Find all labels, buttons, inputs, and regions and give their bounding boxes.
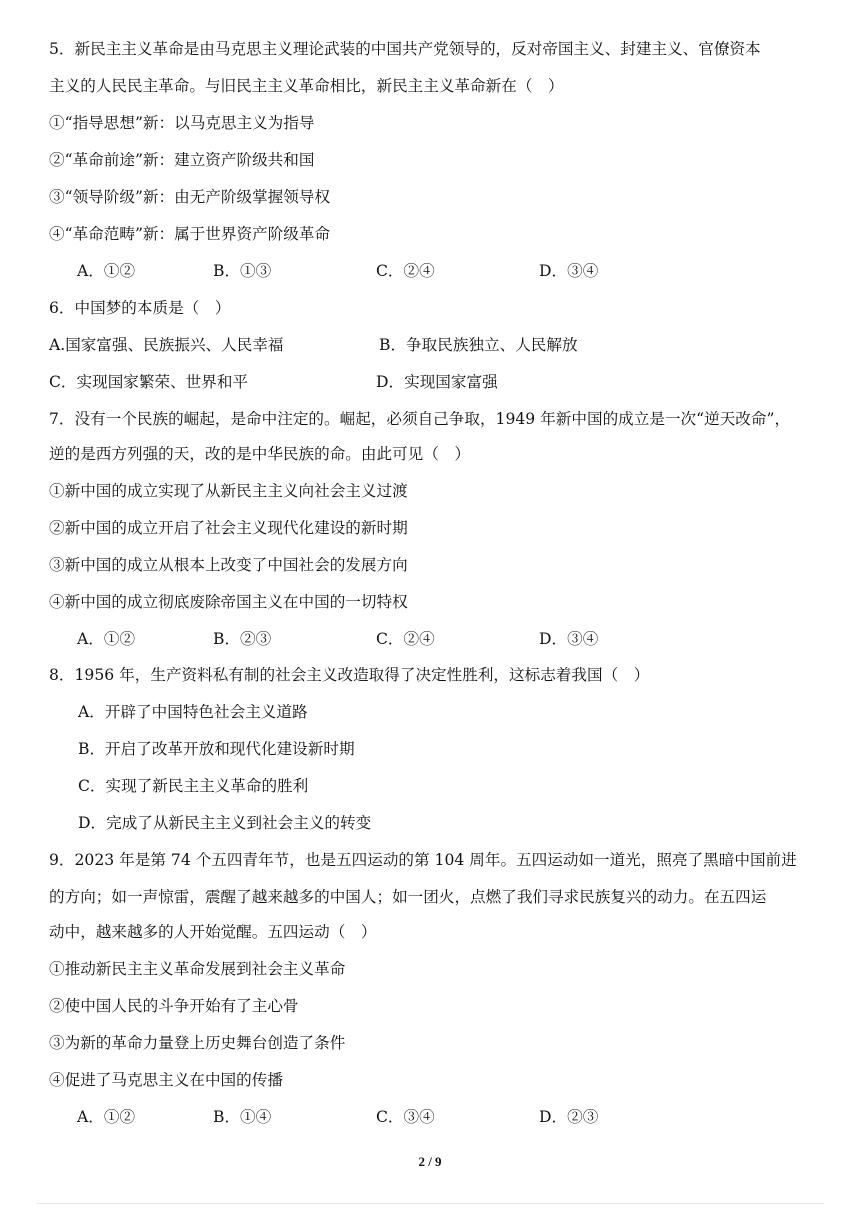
bottom-divider bbox=[36, 1203, 824, 1204]
q9-statement-1: ①推动新民主主义革命发展到社会主义革命 bbox=[49, 960, 346, 978]
q6-option-c: C．实现国家繁荣、世界和平 bbox=[49, 373, 249, 391]
q5-option-c: C．②④ bbox=[376, 262, 435, 280]
q8-option-c: C．实现了新民主主义革命的胜利 bbox=[78, 777, 309, 795]
q6-option-a: A.国家富强、民族振兴、人民幸福 bbox=[49, 336, 284, 354]
q7-statement-2: ②新中国的成立开启了社会主义现代化建设的新时期 bbox=[49, 519, 408, 537]
q9-option-c: C．③④ bbox=[376, 1108, 435, 1126]
q7-statement-1: ①新中国的成立实现了从新民主主义向社会主义过渡 bbox=[49, 482, 408, 500]
q9-statement-2: ②使中国人民的斗争开始有了主心骨 bbox=[49, 997, 299, 1015]
q5-option-a: A．①② bbox=[77, 262, 136, 280]
q5-statement-2: ②“革命前途”新：建立资产阶级共和国 bbox=[49, 151, 315, 169]
q8-stem: 8．1956 年，生产资料私有制的社会主义改造取得了决定性胜利，这标志着我国（ ） bbox=[49, 666, 650, 684]
q5-option-b: B．①③ bbox=[213, 262, 272, 280]
q9-option-b: B．①④ bbox=[213, 1108, 272, 1126]
q5-stem-line-1: 5．新民主主义革命是由马克思主义理论武装的中国共产党领导的，反对帝国主义、封建主义、官僚资本 bbox=[49, 40, 761, 58]
q9-stem-line-3: 动中，越来越多的人开始觉醒。五四运动（ ） bbox=[49, 923, 377, 941]
q5-statement-3: ③“领导阶级”新：由无产阶级掌握领导权 bbox=[49, 188, 331, 206]
q9-stem-line-1: 9．2023 年是第 74 个五四青年节，也是五四运动的第 104 周年。五四运动如一道光，照亮了黑暗中国前进 bbox=[49, 851, 797, 869]
q9-statement-3: ③为新的革命力量登上历史舞台创造了条件 bbox=[49, 1034, 346, 1052]
q5-option-d: D．③④ bbox=[539, 262, 599, 280]
q7-option-c: C．②④ bbox=[376, 630, 435, 648]
q7-option-b: B．②③ bbox=[213, 630, 272, 648]
q5-statement-4: ④“革命范畴”新：属于世界资产阶级革命 bbox=[49, 225, 331, 243]
q7-option-a: A．①② bbox=[77, 630, 136, 648]
q7-statement-4: ④新中国的成立彻底废除帝国主义在中国的一切特权 bbox=[49, 593, 408, 611]
q5-stem-line-2: 主义的人民民主革命。与旧民主主义革命相比，新民主主义革命新在（ ） bbox=[49, 77, 564, 95]
q6-stem: 6．中国梦的本质是（ ） bbox=[49, 299, 231, 317]
q8-option-d: D．完成了从新民主主义到社会主义的转变 bbox=[78, 814, 372, 832]
q9-option-d: D．②③ bbox=[539, 1108, 599, 1126]
q9-option-a: A．①② bbox=[77, 1108, 136, 1126]
q9-statement-4: ④促进了马克思主义在中国的传播 bbox=[49, 1071, 283, 1089]
q8-option-b: B．开启了改革开放和现代化建设新时期 bbox=[78, 740, 355, 758]
q7-option-d: D．③④ bbox=[539, 630, 599, 648]
q7-stem-line-2: 逆的是西方列强的天，改的是中华民族的命。由此可见（ ） bbox=[49, 445, 471, 463]
q7-statement-3: ③新中国的成立从根本上改变了中国社会的发展方向 bbox=[49, 556, 408, 574]
q6-option-d: D．实现国家富强 bbox=[376, 373, 498, 391]
q5-statement-1: ①“指导思想”新：以马克思主义为指导 bbox=[49, 114, 315, 132]
q8-option-a: A．开辟了中国特色社会主义道路 bbox=[78, 703, 308, 721]
q7-stem-line-1: 7．没有一个民族的崛起，是命中注定的。崛起，必须自己争取，1949 年新中国的成立是一次“逆天改命”， bbox=[49, 410, 791, 428]
q9-stem-line-2: 的方向；如一声惊雷，震醒了越来越多的中国人；如一团火，点燃了我们寻求民族复兴的动力。在五四运 bbox=[49, 888, 767, 906]
page-number: 2 / 9 bbox=[418, 1154, 442, 1169]
q6-option-b: B．争取民族独立、人民解放 bbox=[379, 336, 578, 354]
